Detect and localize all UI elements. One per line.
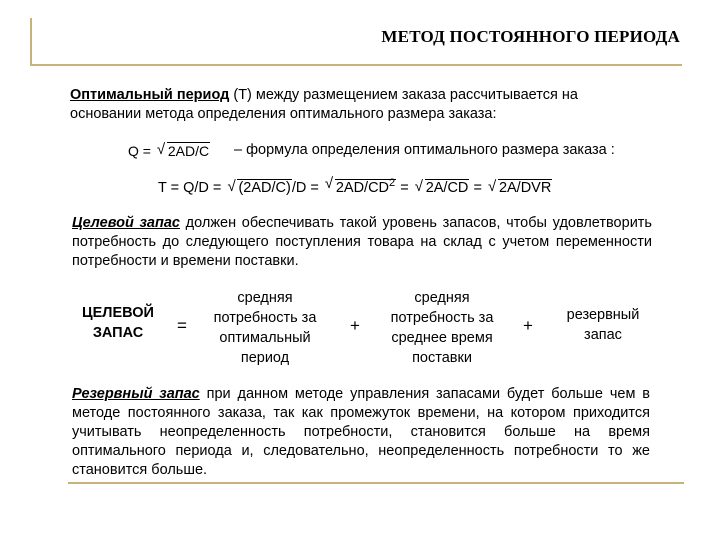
decorative-vertical-line [30, 18, 32, 64]
formula-q-lhs: Q = [128, 143, 151, 159]
equation-term-reserve: резервный запас [566, 307, 640, 343]
formula-t-part1: T = Q/D = [158, 179, 222, 196]
intro-term: Оптимальный период [70, 87, 230, 103]
formula-q-description: – формула определения оптимального размера заказа : [234, 142, 615, 158]
formula-t-root3: √ 2A/CD [414, 177, 469, 196]
formula-t-root4: √ 2A/DVR [487, 177, 552, 196]
formula-q [128, 143, 210, 159]
intro-paragraph [70, 86, 650, 124]
intro-symbol: (Т) [233, 87, 252, 103]
decorative-top-rule [30, 64, 682, 66]
target-stock-term: Целевой запас [72, 215, 180, 231]
formula-q-radicand: 2AD/C [167, 143, 210, 159]
decorative-bottom-rule [68, 482, 684, 484]
target-stock-paragraph [72, 214, 652, 271]
target-stock-text: должен обеспечивать такой уровень запасов, чтобы удовлетворить потребность до следующего поступления товара на склад с учетом переменности потребности и времени поставки. [72, 215, 652, 269]
formula-t-radicand2: 2AD/CD [335, 179, 390, 196]
formula-t-root2: √ $2AD/CD^2$ [324, 175, 396, 196]
equation-plus-sign-1: + [350, 316, 360, 335]
formula-t [158, 177, 552, 196]
equation-plus-sign-2: + [523, 316, 533, 335]
reserve-stock-paragraph [72, 385, 650, 480]
formula-t-part3: = [400, 179, 409, 196]
page-title: МЕТОД ПОСТОЯННОГО ПЕРИОДА [381, 27, 680, 46]
equation-equals-sign: = [177, 316, 187, 335]
formula-t-root1: √ (2AD/C) [227, 177, 291, 196]
intro-line1-rest: между размещением заказа рассчитывается на [251, 87, 578, 103]
equation-left-term: ЦЕЛЕВОЙ ЗАПАС [82, 305, 154, 341]
formula-t-exponent: 2 [389, 177, 396, 189]
formula-t-radicand3: 2A/CD [425, 179, 469, 196]
formula-t-radicand4: 2A/DVR [498, 179, 552, 196]
formula-t-part4: = [473, 179, 482, 196]
formula-q-root: √ 2AD/C [156, 141, 210, 159]
formula-t-part2: /D = [291, 179, 319, 196]
reserve-stock-text: при данном методе управления запасами будет больше чем в методе постоянного заказа, так как промежуток времени, на котором приходится учитывать неопределенность потребности, становится больше на время оптимального периода и, следовательно, неопределенность потребности то же становится больше. [72, 386, 650, 478]
equation-term-optimal-period: средняя потребность за оптимальный период [213, 290, 317, 366]
formula-t-radicand1: (2AD/C) [238, 179, 291, 196]
equation-term-lead-time: средняя потребность за среднее время поставки [390, 290, 494, 366]
intro-line2: основании метода определения оптимального размера заказа: [70, 106, 497, 122]
reserve-stock-term: Резервный запас [72, 386, 200, 402]
